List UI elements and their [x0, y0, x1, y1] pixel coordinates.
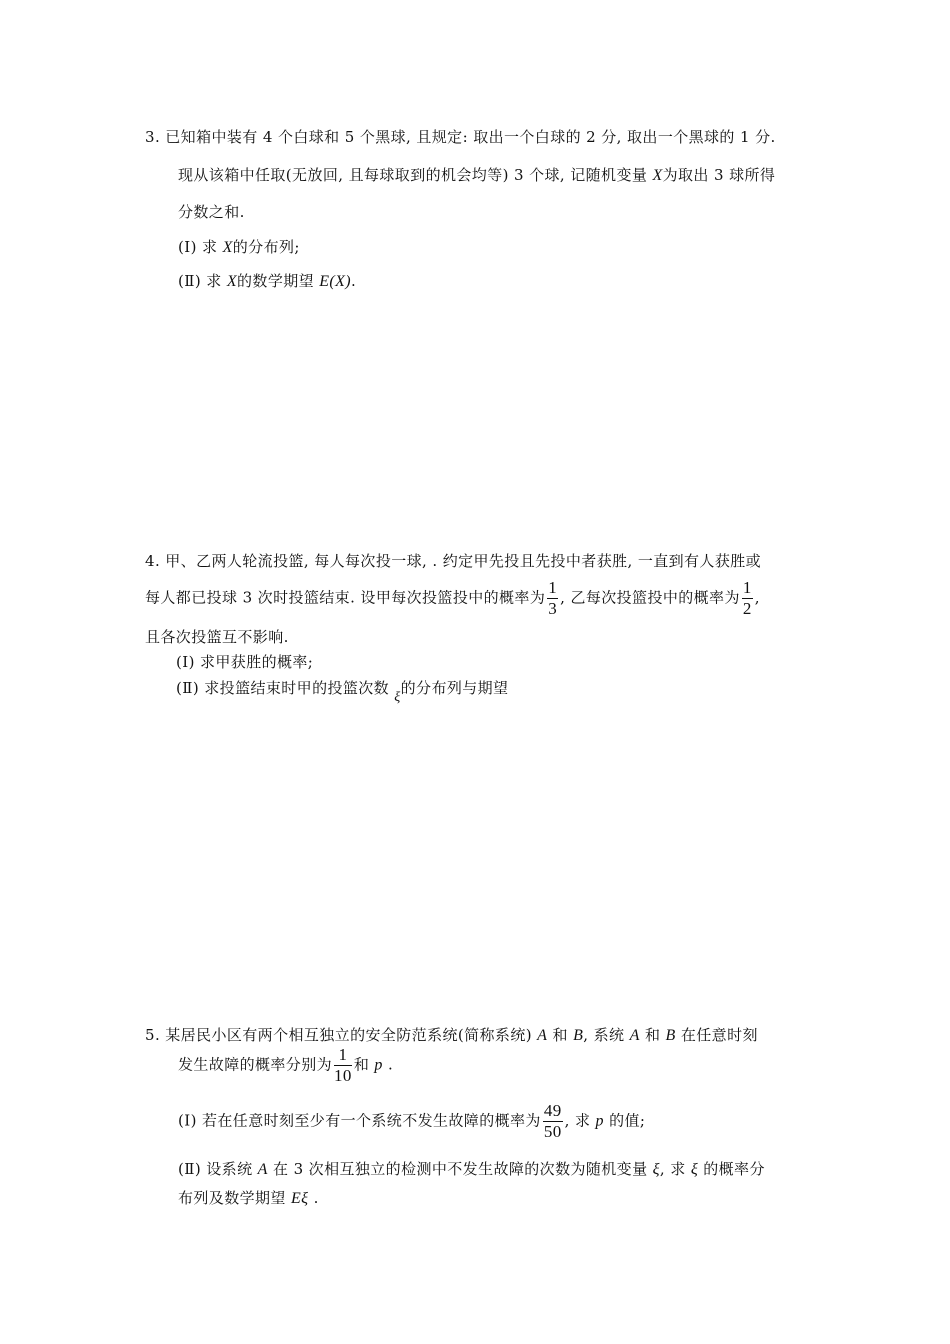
var-a: A — [257, 1161, 268, 1178]
q5-part-1 — [178, 1101, 645, 1142]
q5-text: 在 3 次相互独立的检测中不发生故障的次数为随机变量 — [267, 1160, 653, 1178]
q5-text: 的值; — [603, 1111, 646, 1130]
q4-text: 每人都已投球 3 次时投篮结束. 设甲每次投篮投中的概率为 — [145, 588, 546, 607]
q3-line-2 — [178, 164, 775, 185]
q3-text: 的分布列; — [232, 238, 300, 256]
q5-text: . — [308, 1189, 319, 1207]
q4-line-2 — [145, 578, 760, 619]
q5-text: (Ⅰ) 若在任意时刻至少有一个系统不发生故障的概率为 — [178, 1111, 541, 1130]
q3-text: 的数学期望 — [237, 272, 320, 290]
q3-text: (Ⅰ) 求 — [178, 238, 223, 256]
q3-line-1: 3. 已知箱中装有 4 个白球和 5 个黑球, 且规定: 取出一个白球的 2 分, 取出一个黑球的 1 分. — [145, 128, 776, 146]
q5-part-2 — [178, 1158, 765, 1179]
denominator: 2 — [742, 599, 752, 618]
q3-part-2 — [178, 270, 356, 291]
q3-text: 为取出 3 球所得 — [662, 166, 776, 184]
q4-part-1: (Ⅰ) 求甲获胜的概率; — [176, 653, 314, 671]
denominator: 50 — [543, 1122, 562, 1141]
q5-text: 5. 某居民小区有两个相互独立的安全防范系统(简称系统) — [145, 1026, 538, 1044]
q5-line-2 — [178, 1045, 393, 1086]
q5-text: 和 — [353, 1055, 375, 1074]
q5-text: . — [382, 1055, 394, 1074]
numerator: 1 — [334, 1045, 352, 1066]
var-a: A — [537, 1027, 548, 1044]
q5-part-3 — [178, 1187, 319, 1208]
var-x: X — [222, 239, 233, 256]
fraction-one-tenth — [334, 1045, 352, 1086]
var-x: X — [652, 167, 663, 184]
q5-text: 发生故障的概率分别为 — [178, 1055, 333, 1074]
var-xi: ξ — [690, 1161, 699, 1178]
var-a: A — [629, 1027, 640, 1044]
var-b: B — [573, 1027, 584, 1044]
numerator: 1 — [742, 578, 752, 597]
q4-text: 的分布列与期望 — [400, 679, 509, 697]
numerator: 1 — [548, 578, 558, 597]
q4-text: , 乙每次投篮投中的概率为 — [560, 588, 740, 607]
q3-text: 现从该箱中任取(无放回, 且每球取到的机会均等) 3 个球, 记随机变量 — [178, 166, 653, 184]
var-xi: ξ — [394, 690, 401, 705]
denominator: 10 — [334, 1066, 352, 1085]
q5-text: (Ⅱ) 设系统 — [178, 1160, 258, 1178]
expectation-ex: E(X) — [319, 273, 352, 290]
var-p: p — [374, 1056, 383, 1074]
q5-line-1 — [145, 1024, 758, 1045]
q3-part-1 — [178, 236, 300, 257]
numerator: 49 — [543, 1101, 562, 1120]
q4-line-3: 且各次投篮互不影响. — [145, 628, 289, 646]
q5-text: , 求 — [659, 1160, 691, 1178]
denominator: 3 — [548, 599, 558, 618]
q5-text: 和 — [639, 1026, 666, 1044]
q3-text: . — [351, 272, 357, 290]
q5-text: , 系统 — [583, 1026, 630, 1044]
q3-text: (Ⅱ) 求 — [178, 272, 227, 290]
var-b: B — [665, 1027, 676, 1044]
q5-text: 和 — [547, 1026, 574, 1044]
q5-text: 在任意时刻 — [675, 1026, 758, 1044]
q5-text: 的概率分 — [698, 1160, 765, 1178]
q4-part-2 — [176, 677, 509, 705]
var-p: p — [595, 1112, 604, 1130]
q4-text: , — [754, 588, 760, 607]
q5-text: 布列及数学期望 — [178, 1189, 291, 1207]
q3-line-3: 分数之和. — [178, 203, 245, 221]
expectation-exi: Eξ — [290, 1190, 309, 1207]
q4-line-1: 4. 甲、乙两人轮流投篮, 每人每次投一球, . 约定甲先投且先投中者获胜, 一直到有人获胜或 — [145, 552, 762, 570]
fraction-one-half — [742, 578, 753, 619]
var-xi: ξ — [652, 1161, 660, 1178]
fraction-one-third — [547, 578, 558, 619]
q4-text: (Ⅱ) 求投篮结束时甲的投篮次数 — [176, 679, 395, 697]
fraction-49-50 — [543, 1101, 563, 1142]
var-x: X — [226, 273, 238, 290]
q5-text: , 求 — [564, 1111, 596, 1130]
